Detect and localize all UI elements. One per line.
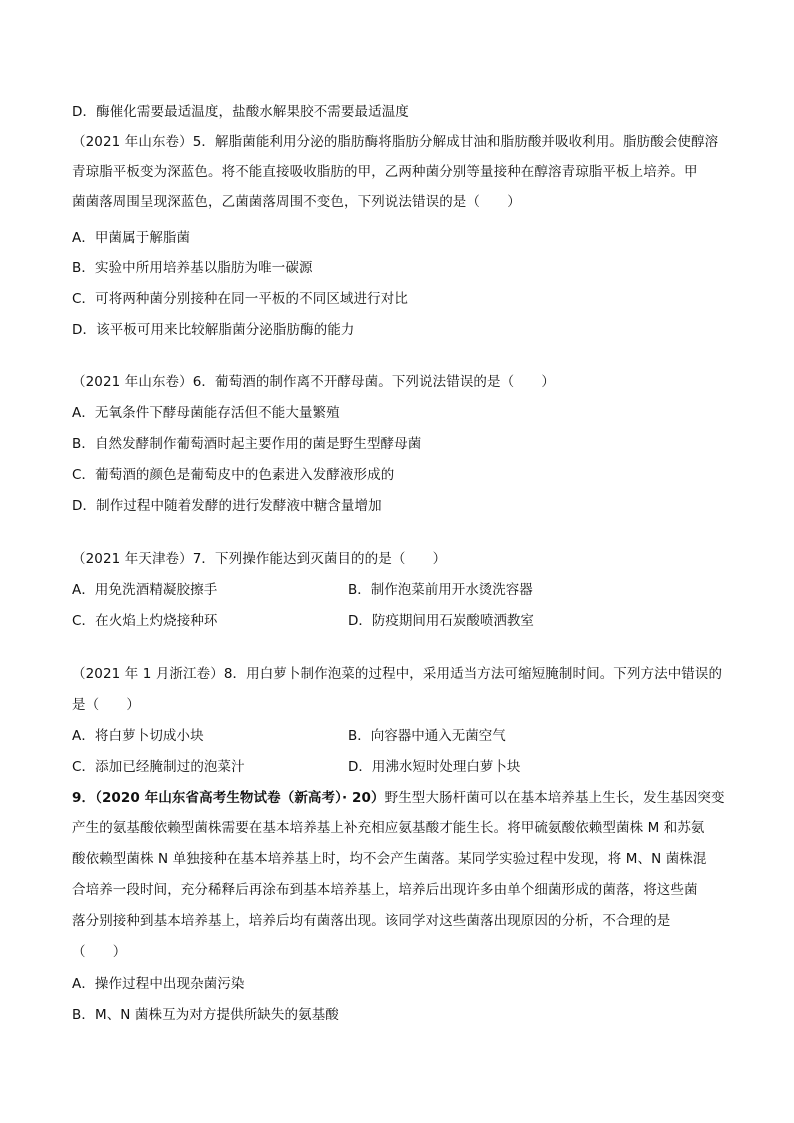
q5-stem-line-1: （2021 年山东卷）5．解脂菌能利用分泌的脂肪酶将脂肪分解成甘油和脂肪酸并吸收利用。脂肪酸会使醇溶 <box>72 134 719 150</box>
q5-stem-line-3: 菌菌落周围呈现深蓝色，乙菌菌落周围不变色，下列说法错误的是（ ） <box>72 194 521 210</box>
q7-option-b: B．制作泡菜前用开水烫洗容器 <box>348 582 533 598</box>
q9-stem-line-1-text: 野生型大肠杆菌可以在基本培养基上生长，发生基因突变 <box>384 790 725 806</box>
q7-option-d: D．防疫期间用石炭酸喷洒教室 <box>348 613 534 629</box>
q5-option-b: B．实验中所用培养基以脂肪为唯一碳源 <box>72 260 313 276</box>
q7-option-c: C．在火焰上灼烧接种环 <box>72 613 218 629</box>
q9-stem-line-3: 酸依赖型菌株 N 单独接种在基本培养基上时，均不会产生菌落。某同学实验过程中发现，将 M、N 菌株混 <box>72 851 707 867</box>
q6-stem: （2021 年山东卷）6．葡萄酒的制作离不开酵母菌。下列说法错误的是（ ） <box>72 374 556 390</box>
q7-option-a: A．用免洗酒精凝胶擦手 <box>72 582 218 598</box>
q8-option-d: D．用沸水短时处理白萝卜块 <box>348 759 521 775</box>
q8-stem-line-2: 是（ ） <box>72 697 140 713</box>
q6-option-c: C．葡萄酒的颜色是葡萄皮中的色素进入发酵液形成的 <box>72 467 395 483</box>
q6-option-d: D．制作过程中随着发酵的进行发酵液中糖含量增加 <box>72 498 382 514</box>
q6-option-b: B．自然发酵制作葡萄酒时起主要作用的菌是野生型酵母菌 <box>72 436 422 452</box>
q9-stem-line-4: 合培养一段时间，充分稀释后再涂布到基本培养基上，培养后出现许多由单个细菌形成的菌落，将这些菌 <box>72 882 698 898</box>
q9-stem-line-5: 落分别接种到基本培养基上，培养后均有菌落出现。该同学对这些菌落出现原因的分析，不合理的是 <box>72 913 671 929</box>
q5-option-a: A．甲菌属于解脂菌 <box>72 230 191 246</box>
q9-stem-line-6: （ ） <box>72 944 127 960</box>
prev-question-option-d: D．酶催化需要最适温度，盐酸水解果胶不需要最适温度 <box>72 104 409 120</box>
q9-source: 9．（2020 年山东省高考生物试卷（新高考）· 20） <box>72 790 385 806</box>
q7-stem: （2021 年天津卷）7．下列操作能达到灭菌目的的是（ ） <box>72 551 447 567</box>
q8-option-a: A．将白萝卜切成小块 <box>72 728 204 744</box>
q8-option-c: C．添加已经腌制过的泡菜汁 <box>72 759 245 775</box>
q6-option-a: A．无氧条件下酵母菌能存活但不能大量繁殖 <box>72 405 340 421</box>
q9-stem-line-1 <box>72 788 732 808</box>
q5-option-c: C．可将两种菌分别接种在同一平板的不同区域进行对比 <box>72 291 408 307</box>
q9-option-b: B．M、N 菌株互为对方提供所缺失的氨基酸 <box>72 1007 339 1023</box>
q5-option-d: D．该平板可用来比较解脂菌分泌脂肪酶的能力 <box>72 322 355 338</box>
q9-option-a: A．操作过程中出现杂菌污染 <box>72 976 245 992</box>
q5-stem-line-2: 青琼脂平板变为深蓝色。将不能直接吸收脂肪的甲，乙两种菌分别等量接种在醇溶青琼脂平板上培养。甲 <box>72 164 698 180</box>
q9-stem-line-2: 产生的氨基酸依赖型菌株需要在基本培养基上补充相应氨基酸才能生长。将甲硫氨酸依赖型菌株 M 和苏氨 <box>72 820 705 836</box>
q8-option-b: B．向容器中通入无菌空气 <box>348 728 506 744</box>
q8-stem-line-1: （2021 年 1 月浙江卷）8．用白萝卜制作泡菜的过程中，采用适当方法可缩短腌制时间。下列方法中错误的 <box>72 666 723 682</box>
